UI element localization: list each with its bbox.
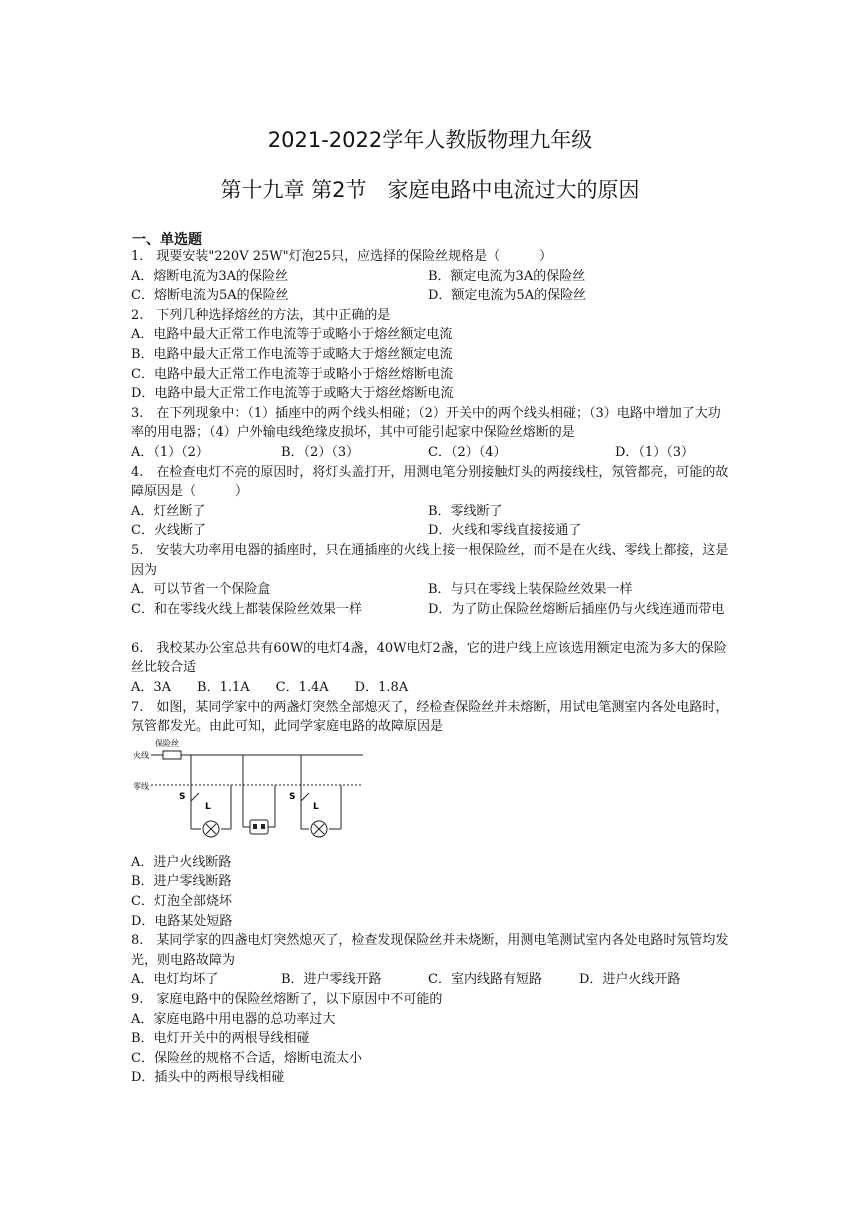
question-1-option-a: A．熔断电流为3A的保险丝 [131, 268, 289, 284]
question-3-option-b: B．（2）（3） [281, 444, 360, 460]
question-5-option-b: B．与只在零线上装保险丝效果一样 [428, 582, 633, 598]
live-wire-label: 火线 [133, 750, 149, 760]
neutral-wire-label: 零线 [133, 781, 149, 791]
question-3-options [131, 443, 731, 463]
question-5-option-a: A．可以节省一个保险盒 [131, 582, 271, 598]
question-8-option-c: C．室内线路有短路 [428, 972, 542, 988]
question-7-option-b: B．进户零线断路 [131, 874, 232, 890]
fuse-icon [163, 751, 181, 759]
question-5-options-row-2 [131, 600, 731, 639]
switch-1-icon [191, 793, 199, 801]
question-9-stem: 9. 家庭电路中的保险丝熔断了，以下原因中不可能的 [131, 992, 443, 1007]
switch-2-icon [301, 793, 309, 801]
fuse-label: 保险丝 [155, 738, 179, 748]
question-9-option-c: C．保险丝的规格不合适，熔断电流太小 [131, 1050, 362, 1066]
lamp-1-label: L [205, 801, 211, 812]
switch-2-label: S [289, 791, 296, 802]
question-9-option-a: A．家庭电路中用电器的总功率过大 [131, 1011, 336, 1027]
question-1-options-row-1 [131, 267, 731, 287]
question-4-option-c: C．火线断了 [131, 523, 206, 539]
circuit-diagram-svg [133, 737, 373, 849]
question-1-option-b: B．额定电流为3A的保险丝 [428, 268, 586, 284]
question-7-option-d: D．电路某处短路 [131, 913, 233, 929]
question-8-stem: 8. 某同学家的四盏电灯突然熄灭了，检查发现保险丝并未烧断，用测电笔测试室内各处电路时氖管均发光，则电路故障为 [131, 933, 729, 968]
switch-1-label: S [179, 791, 186, 802]
question-4-option-b: B．零线断了 [428, 503, 503, 519]
question-5-option-d: D．为了防止保险丝熔断后插座仍与火线连通而带电 [428, 601, 725, 617]
question-1-stem: 1. 现要安装"220V 25W"灯泡25只，应选择的保险丝规格是（ ） [131, 249, 553, 264]
question-5-stem: 5. 安装大功率用电器的插座时，只在通插座的火线上接一根保险丝，而不是在火线、零线上都接，这是因为 [131, 542, 729, 578]
question-4-options-row-2 [131, 521, 731, 541]
question-4-stem: 4. 在检查电灯不亮的原因时，将灯头盖打开，用测电笔分别接触灯头的两接线柱，氖管都亮，可能的故障原因是（ ） [131, 464, 729, 500]
question-4-options-row-1 [131, 502, 731, 522]
question-2-stem: 2. 下列几种选择熔丝的方法，其中正确的是 [131, 307, 391, 323]
question-3-option-c: C．（2）（4） [428, 444, 507, 460]
question-7-circuit-diagram [133, 737, 731, 853]
question-8-options [131, 970, 731, 990]
question-7-stem: 7. 如图，某同学家中的两盏灯突然全部熄灭了，经检查保险丝并未熔断，用试电笔测室内各处电路时，氖管都发光。由此可知，此同学家庭电路的故障原因是 [131, 699, 729, 735]
question-5-option-c: C．和在零线火线上都装保险丝效果一样 [131, 601, 362, 617]
question-8-option-b: B．进户零线开路 [281, 972, 382, 988]
question-3-stem: 3. 在下列现象中：（1）插座中的两个线头相碰；（2）开关中的两个线头相碰；（3）电路中增加了大功率的用电器；（4）户外输电线绝缘皮损坏，其中可能引起家中保险丝熔断的是 [131, 405, 721, 441]
question-1-option-c: C．熔断电流为5A的保险丝 [131, 288, 289, 304]
socket-icon [250, 820, 268, 834]
question-8-option-d: D．进户火线开路 [579, 972, 681, 988]
question-list [131, 247, 731, 1088]
document-title: 2021-2022学年人教版物理九年级 [267, 128, 593, 152]
question-6-options: A．3A B．1.1A C．1.4A D．1.8A [131, 680, 409, 696]
section-heading: 一、单选题 [132, 232, 202, 248]
question-7-option-c: C．灯泡全部烧坏 [131, 894, 232, 910]
question-1-option-d: D．额定电流为5A的保险丝 [428, 288, 587, 304]
question-7-option-a: A．进户火线断路 [131, 854, 232, 870]
question-1-options-row-2 [131, 286, 731, 306]
question-4-option-d: D．火线和零线直接接通了 [428, 523, 582, 539]
question-4-option-a: A．灯丝断了 [131, 503, 206, 519]
question-2-option-a: A．电路中最大正常工作电流等于或略小于熔丝额定电流 [131, 327, 453, 343]
question-2-option-b: B．电路中最大正常工作电流等于或略大于熔丝额定电流 [131, 346, 453, 362]
question-6-stem: 6. 我校某办公室总共有60W的电灯4盏，40W电灯2盏，它的进户线上应该选用额定电流为多大的保险丝比较合适 [131, 640, 727, 676]
question-8-option-a: A．电灯均坏了 [131, 972, 219, 988]
question-2-option-c: C．电路中最大正常工作电流等于或略小于熔丝熔断电流 [131, 366, 453, 382]
question-3-option-a: A．（1）（2） [131, 444, 209, 460]
question-9-option-b: B．电灯开关中的两根导线相碰 [131, 1031, 310, 1047]
question-3-option-d: D．（1）（3） [615, 444, 694, 460]
lamp-2-label: L [313, 801, 319, 812]
question-2-option-d: D．电路中最大正常工作电流等于或略大于熔丝熔断电流 [131, 386, 454, 402]
question-5-options-row-1 [131, 580, 731, 600]
document-subtitle: 第十九章 第2节 家庭电路中电流过大的原因 [220, 178, 640, 202]
question-9-option-d: D．插头中的两根导线相碰 [131, 1070, 285, 1086]
